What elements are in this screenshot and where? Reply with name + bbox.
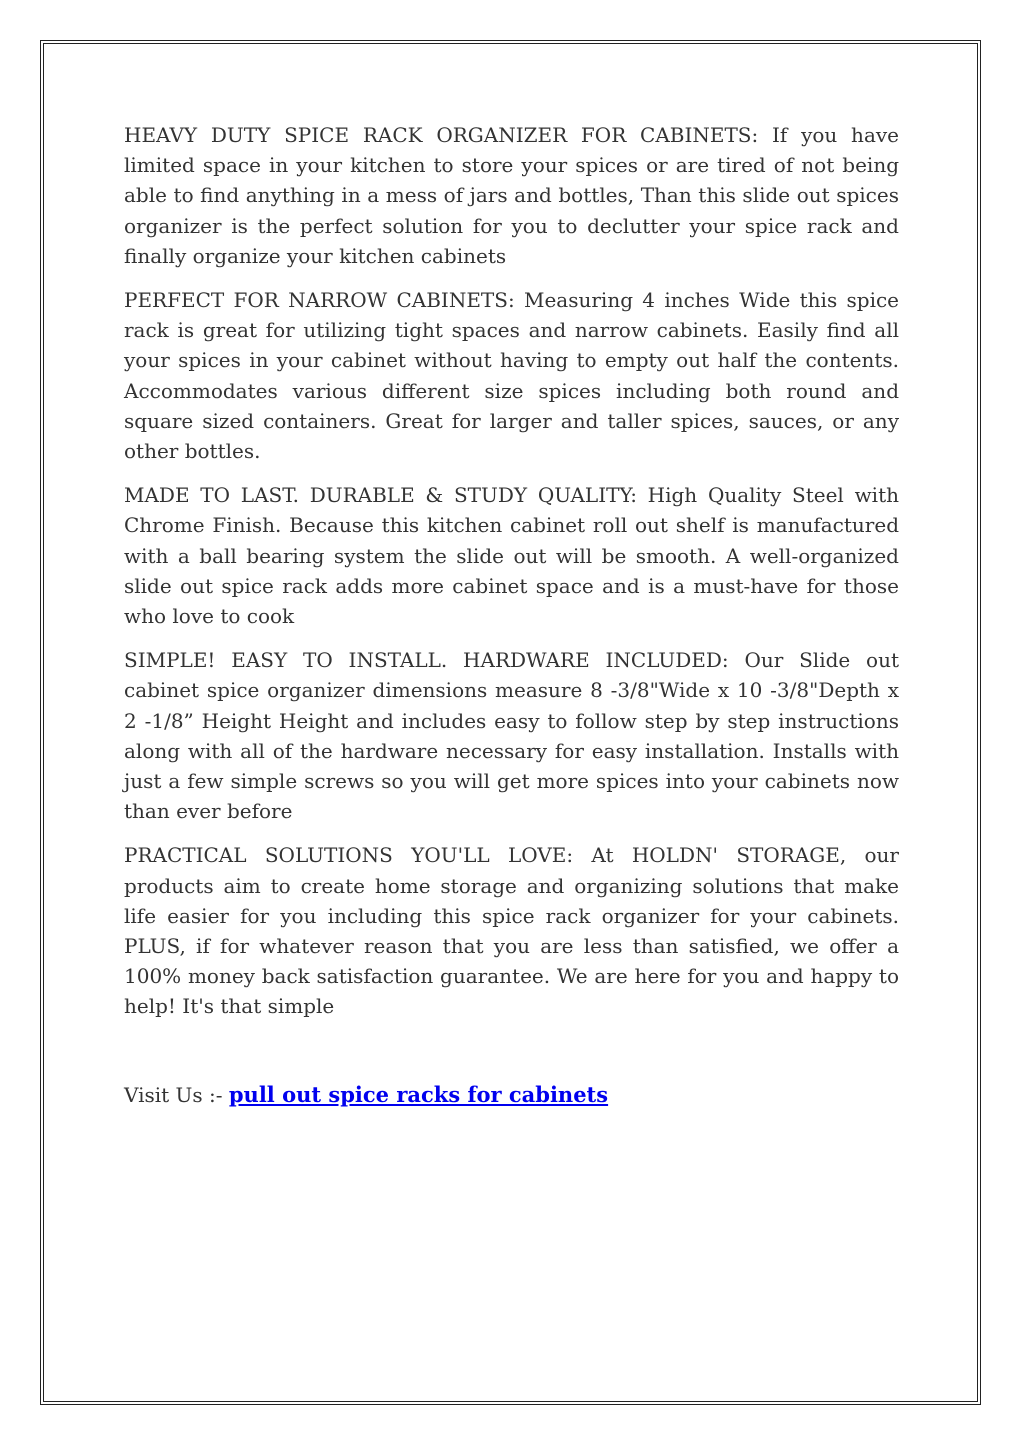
paragraph-narrow-cabinets: PERFECT FOR NARROW CABINETS: Measuring 4 inches Wide this spice rack is great for utilizing tight spaces and narrow cabinets. Easily find all your spices in your cabinet without having to empty out half the contents. Accommodates various different size spices including both round and square sized containers. Great for larger and taller spices, sauces, or any other bottles. — [124, 288, 899, 464]
spice-racks-link[interactable]: pull out spice racks for cabinets — [228, 1081, 609, 1107]
document-body — [124, 120, 899, 1110]
visit-us-label: Visit Us :- — [124, 1082, 229, 1107]
paragraph-heavy-duty: HEAVY DUTY SPICE RACK ORGANIZER FOR CABINETS: If you have limited space in your kitchen to store your spices or are tired of not being able to find anything in a mess of jars and bottles, Than this slide out spices organizer is the perfect solution for you to declutter your spice rack and finally organize your kitchen cabinets — [124, 123, 899, 268]
visit-us-line — [124, 1080, 899, 1110]
paragraph-practical-solutions: PRACTICAL SOLUTIONS YOU'LL LOVE: At HOLDN' STORAGE, our products aim to create home storage and organizing solutions that make life easier for you including this spice rack organizer for your cabinets. PLUS, if for whatever reason that you are less than satisfied, we offer a 100% money back satisfaction guarantee. We are here for you and happy to help! It's that simple — [124, 843, 899, 1019]
paragraph-made-to-last: MADE TO LAST. DURABLE & STUDY QUALITY: High Quality Steel with Chrome Finish. Because this kitchen cabinet roll out shelf is manufactured with a ball bearing system the slide out will be smooth. A well-organized slide out spice rack adds more cabinet space and is a must-have for those who love to cook — [124, 483, 899, 629]
paragraph-easy-install: SIMPLE! EASY TO INSTALL. HARDWARE INCLUDED: Our Slide out cabinet spice organizer dimensions measure 8 -3/8"Wide x 10 -3/8"Depth x 2 -1/8” Height Height and includes easy to follow step by step instructions along with all of the hardware necessary for easy installation. Installs with just a few simple screws so you will get more spices into your cabinets now than ever before — [124, 648, 899, 824]
